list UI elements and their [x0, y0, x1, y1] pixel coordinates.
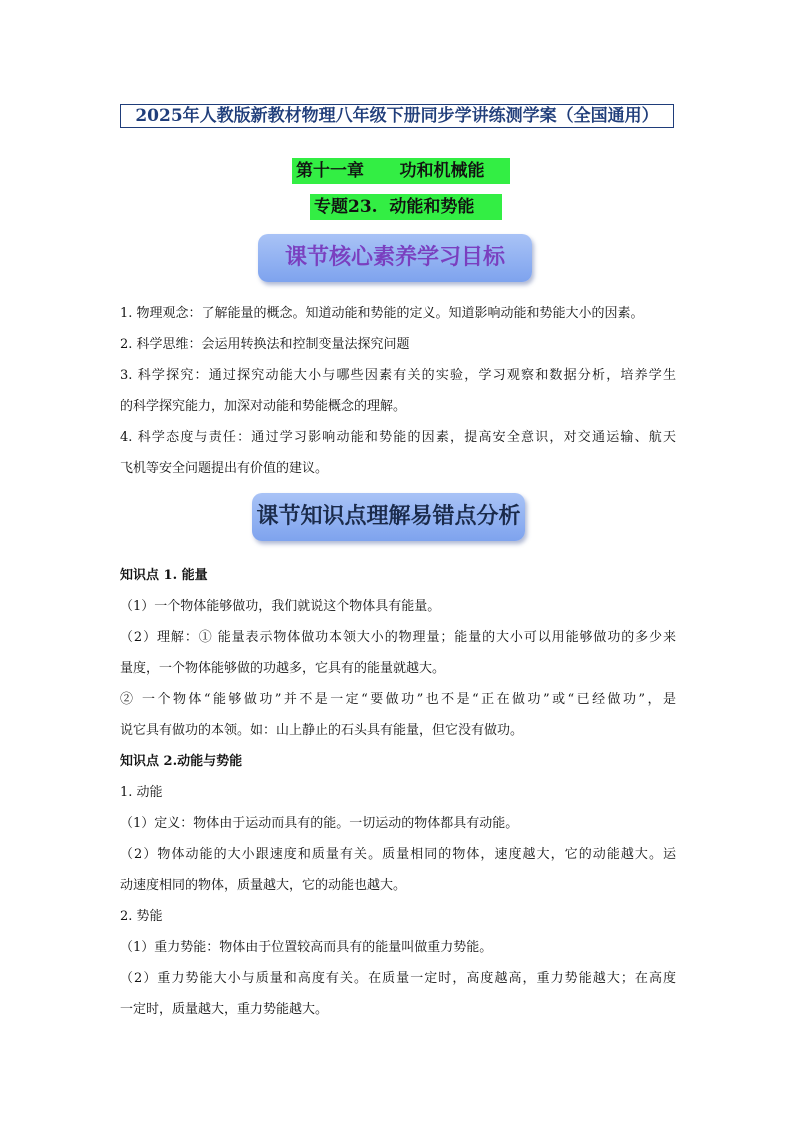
subsection-heading: 1. 动能 — [120, 785, 163, 800]
knowledge-line: 一定时，质量越大，重力势能越大。 — [120, 1002, 329, 1017]
knowledge-line: （2）理解：① 能量表示物体做功本领大小的物理量；能量的大小可以用能够做功的多少来 — [120, 630, 676, 645]
document-title: 2025年人教版新教材物理八年级下册同步学讲练测学案（全国通用） — [120, 104, 674, 128]
objective-line: 1. 物理观念：了解能量的概念。知道动能和势能的定义。知道影响动能和势能大小的因素。 — [120, 306, 644, 321]
knowledge-line: 量度，一个物体能够做的功越多，它具有的能量就越大。 — [120, 661, 446, 676]
objectives-banner: 课节核心素养学习目标 — [258, 234, 532, 282]
knowledge-line: （2）重力势能大小与质量和高度有关。在质量一定时，高度越高，重力势能越大；在高度 — [120, 971, 676, 986]
knowledge-line: 说它具有做功的本领。如：山上静止的石头具有能量，但它没有做功。 — [120, 723, 524, 738]
knowledge-line: （1）一个物体能够做功，我们就说这个物体具有能量。 — [120, 599, 441, 614]
knowledge-line: （1）定义：物体由于运动而具有的能。一切运动的物体都具有动能。 — [120, 816, 519, 831]
knowledge-line: ② 一个物体“能够做功”并不是一定“要做功”也不是“正在做功”或“已经做功”，是 — [120, 692, 676, 707]
knowledge-point-heading: 知识点 1. 能量 — [120, 568, 208, 583]
knowledge-line: 动速度相同的物体，质量越大，它的动能也越大。 — [120, 878, 407, 893]
knowledge-line: （1）重力势能：物体由于位置较高而具有的能量叫做重力势能。 — [120, 940, 493, 955]
objective-line: 飞机等安全问题提出有价值的建议。 — [120, 461, 329, 476]
chapter-heading: 第十一章 功和机械能 — [292, 158, 510, 184]
analysis-banner: 课节知识点理解易错点分析 — [252, 493, 525, 541]
topic-heading: 专题23. 动能和势能 — [310, 194, 502, 220]
objectives-section — [120, 298, 676, 484]
objective-line: 的科学探究能力，加深对动能和势能概念的理解。 — [120, 399, 407, 414]
objective-line: 2. 科学思维：会运用转换法和控制变量法探究问题 — [120, 337, 410, 352]
objective-line: 4. 科学态度与责任：通过学习影响动能和势能的因素，提高安全意识，对交通运输、航天 — [120, 430, 676, 445]
subsection-heading: 2. 势能 — [120, 909, 163, 924]
objective-line: 3. 科学探究：通过探究动能大小与哪些因素有关的实验，学习观察和数据分析，培养学生 — [120, 368, 676, 383]
knowledge-point-heading: 知识点 2.动能与势能 — [120, 754, 243, 769]
knowledge-section — [120, 560, 676, 1025]
knowledge-line: （2）物体动能的大小跟速度和质量有关。质量相同的物体，速度越大，它的动能越大。运 — [120, 847, 676, 862]
